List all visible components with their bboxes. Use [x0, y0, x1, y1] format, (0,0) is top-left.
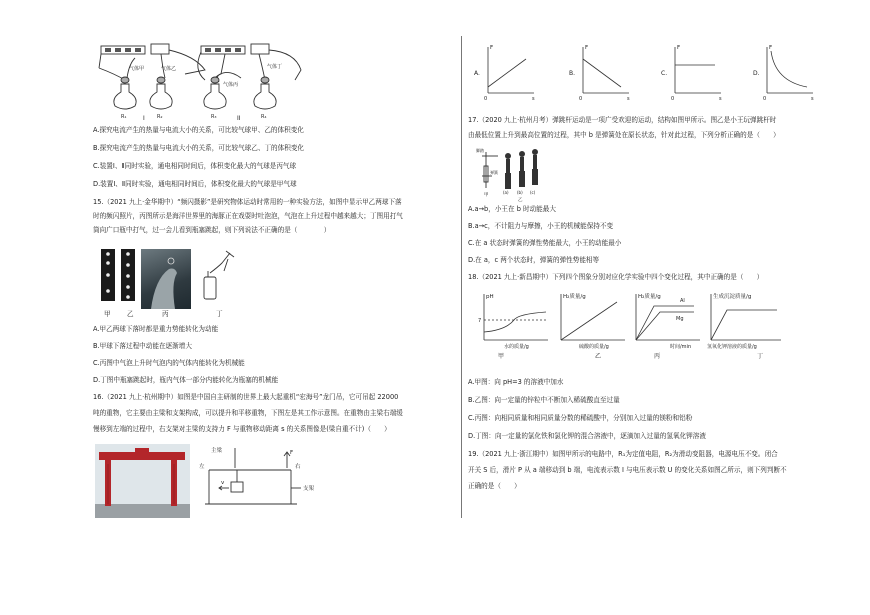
q14-option-c: C.装置Ⅰ、Ⅱ同时实验，通电相同时间后，体积变化最大的气球是丙气球: [93, 162, 297, 170]
label-r4: R₄: [261, 114, 267, 120]
q16-graph-a-f: F: [490, 45, 494, 51]
q18-option-c: C.丙图：向相同质量和相同质量分数的稀硫酸中，分别加入过量的镁粉和铝粉: [468, 414, 693, 422]
q15-option-a: A.甲乙两球下落时都是重力势能转化为动能: [93, 325, 219, 333]
q18-option-b: B.乙图：向一定量的锌粒中不断加入稀硫酸直至过量: [468, 396, 620, 404]
q15-dolphin-shape: [141, 249, 191, 309]
q17-line-1: 17.（2020 九上·杭州月考）弹跳杆运动是一项广受欢迎的运动，结构如图甲所示。图乙是小王玩弹跳杆时: [468, 116, 777, 124]
q17-label-yi: 乙: [518, 198, 523, 203]
q18-jia-y: pH: [486, 294, 494, 300]
q16-graph-a: [474, 43, 538, 103]
q17-label-spring: 弹簧: [490, 170, 498, 175]
q18-bing-al: Al: [680, 298, 685, 304]
q16-label-support: 支架: [303, 486, 315, 492]
label-r1: R₁: [121, 114, 127, 120]
q16-label-f: F: [290, 450, 294, 456]
label-r3: R₃: [211, 114, 217, 120]
q17-option-d: D.在 a，c 两个状态时，弹簧的弹性势能相等: [468, 256, 600, 264]
q17-label-handle: 脚踏: [476, 148, 484, 153]
q15-label-yi: 乙: [127, 310, 134, 318]
q18-graph-yi: [555, 290, 630, 360]
q17-label-c: (c): [530, 190, 536, 195]
q14-option-a: A.探究电流产生的热量与电流大小的关系，可比较气球甲、乙的体积变化: [93, 126, 304, 134]
q15-option-c: C.丙图中气泡上升时气泡内的气体内能转化为机械能: [93, 359, 245, 367]
q15-label-bing: 丙: [162, 310, 169, 318]
q16-graph-b-f: F: [585, 45, 589, 51]
q15-line-3: 筒向广口瓶中打气，过一会儿看到瓶塞跳起，则下列说法不正确的是（ ）: [93, 226, 331, 234]
q16-graph-c-s: s: [719, 96, 722, 102]
q18-line: 18.（2021 九上·新昌期中）下列四个图象分别对应化学实验中四个变化过程，其中正确的是（ ）: [468, 273, 764, 281]
q19-line-2: 开关 S 后，滑片 P 从 a 端移动到 b 端，电流表示数 I 与电压表示数 U 的变化关系如图乙所示，则下列判断不: [468, 466, 787, 474]
q18-ding-y: 生成沉淀质量/g: [713, 294, 752, 300]
q16-graph-a-letter: A.: [474, 70, 480, 77]
q16-crane-photo: [95, 444, 190, 518]
q16-graph-d-o: 0: [763, 96, 767, 102]
q17-label-a: (a): [503, 190, 509, 195]
q16-label-main-beam: 主梁: [211, 448, 223, 454]
q16-graph-c: [661, 43, 725, 103]
label-gas-yi: 气体乙: [161, 66, 177, 72]
q16-graph-d: [753, 43, 817, 103]
label-circuit-i: I: [143, 115, 145, 122]
q15-line-1: 15.（2021 九上·金华期中）“频闪摄影”是研究物体运动时常用的一种实验方法，如图中显示甲乙两球下落: [93, 198, 402, 206]
q18-bing-x: 时间/min: [670, 344, 692, 350]
q16-label-right: 右: [295, 464, 301, 470]
q16-beam-schematic: [199, 444, 320, 518]
q16-graph-c-f: F: [677, 45, 681, 51]
q14-option-b: B.探究电流产生的热量与电流大小的关系，可比较气球乙、丁的体积变化: [93, 144, 305, 152]
q18-graph-jia: [478, 290, 553, 360]
q18-bing-y: H₂质量/g: [638, 294, 661, 300]
q19-line-3: 正确的是（ ）: [468, 482, 521, 490]
q16-graph-a-s: s: [532, 96, 535, 102]
q16-label-v: v: [221, 480, 225, 486]
q18-jia-x: 水的质量/g: [504, 344, 529, 350]
q18-graph-bing: [630, 290, 705, 360]
q16-line-2: 吨的重物，它主要由主梁和支架构成，可以提升和平移重物，下图左是其工作示意图。在重物由主梁右端缓: [93, 409, 403, 417]
q17-label-jia: 甲: [484, 193, 489, 198]
q16-graph-b-o: 0: [579, 96, 583, 102]
q16-graph-d-s: s: [811, 96, 814, 102]
q15-label-jia: 甲: [104, 310, 111, 318]
q17-line-2: 由最低位置上升到最高位置的过程，其中 b 是弹簧处在原长状态，针对此过程，下列分析正确的是（ ）: [468, 131, 780, 139]
q16-line-1: 16.（2021 九上·杭州期中）如图是中国自主研制的世界上最大起重机“宏海号”龙门吊，它可吊起 22000: [93, 393, 399, 401]
q16-graph-c-letter: C.: [661, 70, 668, 77]
label-circuit-ii: II: [237, 115, 241, 122]
q16-graph-d-letter: D.: [753, 70, 760, 77]
q17-label-b: (b): [517, 190, 523, 195]
q14-option-d: D.装置Ⅰ、Ⅱ同时实验，通电相同时间后，体积变化最大的气球是甲气球: [93, 180, 297, 188]
q16-graph-b: [569, 43, 633, 103]
label-gas-bing: 气体丙: [223, 82, 239, 88]
q17-option-b: B.a→c，不计阻力与摩擦，小王的机械能保持不变: [468, 222, 614, 230]
q17-option-a: A.a→b，小王在 b 时动能最大: [468, 205, 556, 213]
q19-line-1: 19.（2021 九上·浙江期中）如图甲所示的电路中，R₁为定值电阻，R₂为滑动变阻器，电源电压不变。闭合: [468, 450, 778, 458]
q18-yi-y: H₂质量/g: [563, 294, 586, 300]
q15-ball-dots: [101, 249, 141, 301]
column-divider: [461, 36, 462, 518]
q16-graph-a-o: 0: [484, 96, 488, 102]
q18-option-a: A.甲图：向 pH=3 的溶液中加水: [468, 378, 564, 386]
q15-label-ding: 丁: [216, 310, 223, 318]
q18-ding-label: 丁: [757, 353, 764, 360]
q16-graph-c-o: 0: [671, 96, 675, 102]
q16-graph-d-f: F: [769, 45, 773, 51]
q18-ding-x: 氢氧化钾溶液的质量/g: [707, 344, 757, 350]
q18-jia-label: 甲: [498, 353, 505, 360]
q16-line-3: 慢移到左端的过程中，右支架对主梁的支持力 F 与重物移动距离 s 的关系图像是(梁自重不计)（ ）: [93, 425, 391, 433]
label-r2: R₂: [157, 114, 163, 120]
q16-graph-b-letter: B.: [569, 70, 576, 77]
q17-option-c: C.在 a 状态时弹簧的弹性势能最大，小王的动能最小: [468, 239, 622, 247]
q17-pogo-figure: [476, 148, 560, 203]
q16-label-left: 左: [199, 464, 205, 470]
q18-graph-ding: [705, 290, 790, 360]
q15-option-b: B.甲球下落过程中动能在逐渐增大: [93, 342, 192, 350]
q14-circuit-figure: [95, 40, 335, 120]
q18-option-d: D.丁图：向一定量的氯化铁和氯化钾的混合溶液中，逐滴加入过量的氢氧化钾溶液: [468, 432, 706, 440]
q15-pump-bottle: [200, 249, 240, 309]
q18-jia-seven: 7: [478, 318, 482, 324]
q18-yi-label: 乙: [595, 353, 602, 360]
q18-yi-x: 硫酸的质量/g: [579, 344, 609, 350]
q16-graph-b-s: s: [627, 96, 630, 102]
q18-bing-label: 丙: [654, 353, 661, 360]
q18-bing-mg: Mg: [676, 316, 684, 322]
label-gas-jia: 气体甲: [129, 66, 145, 72]
q15-line-2: 时的频闪照片，丙图所示是海洋世界里的海豚正在戏耍时吐泡泡，气泡在上升过程中越来越大；丁图用打气: [93, 212, 403, 220]
q15-option-d: D.丁图中瓶塞跳起时，瓶内气体一部分内能转化为瓶塞的机械能: [93, 376, 279, 384]
label-gas-ding: 气体丁: [267, 64, 283, 70]
